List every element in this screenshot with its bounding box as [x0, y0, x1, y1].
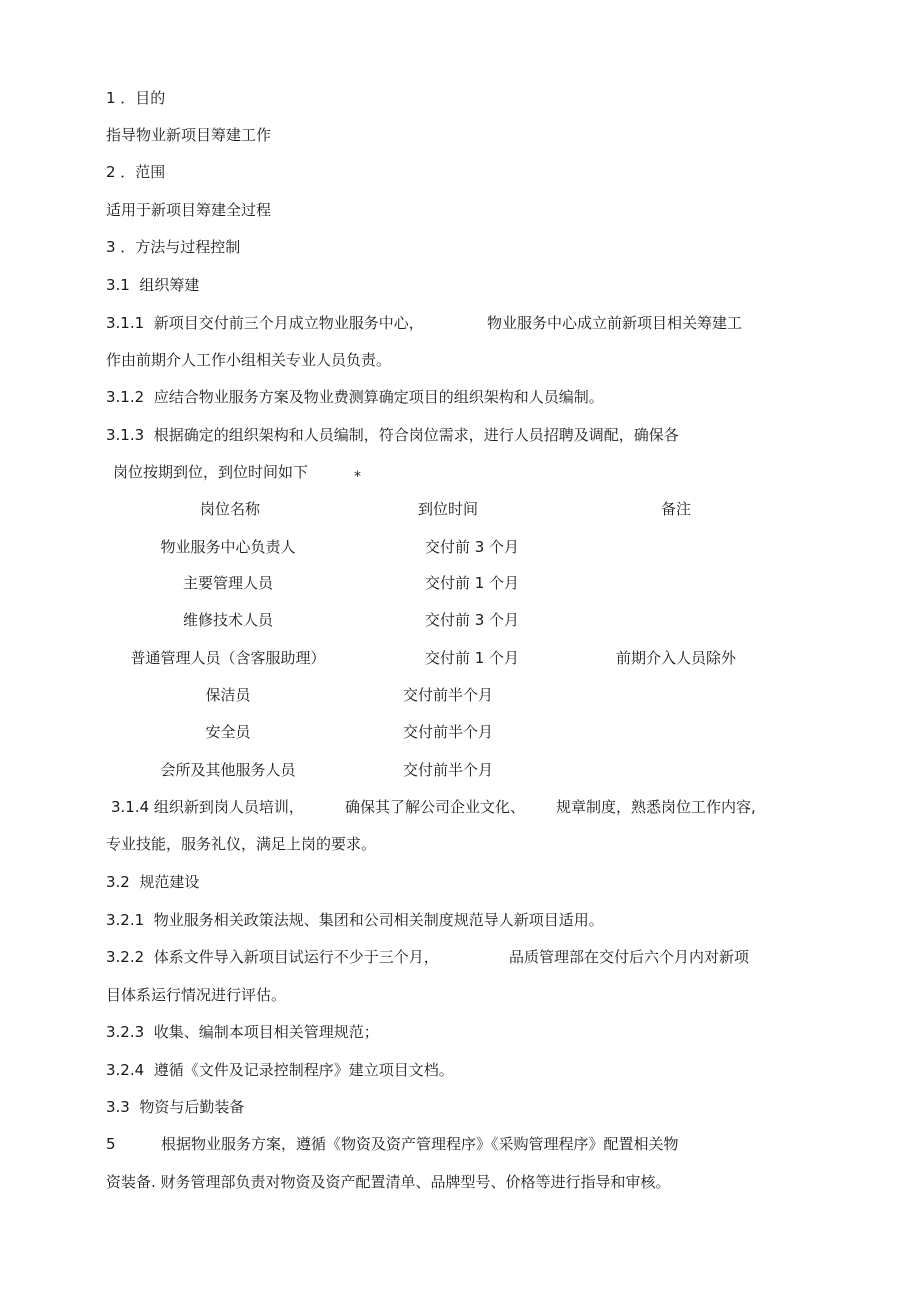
clause-3-1-4-part2: 确保其了解公司企业文化、 [345, 798, 526, 816]
section-3-heading: 3 ．方法与过程控制 [106, 238, 241, 256]
section-3-3-heading: 3.3 物资与后勤装备 [106, 1098, 245, 1116]
clause-3-1-3-line2: 岗位按期到位，到位时间如下 [113, 463, 309, 481]
clause-3-1-2: 3.1.2 应结合物业服务方案及物业费测算确定项目的组织架构和人员编制。 [106, 388, 604, 406]
clause-3-1-4-part1: 3.1.4 组织新到岗人员培训， [111, 798, 304, 816]
table-cell-time: 交付前 3 个月 [424, 611, 520, 629]
clause-3-2-3: 3.2.3 收集、编制本项目相关管理规范； [106, 1023, 379, 1041]
table-cell-time: 交付前半个月 [402, 686, 493, 704]
clause-3-1-4-part3: 规章制度，熟悉岗位工作内容, [556, 798, 756, 816]
table-cell-position: 保洁员 [205, 686, 251, 704]
clause-3-1-1-part2: 物业服务中心成立前新项目相关筹建工 [487, 314, 743, 332]
table-cell-note: 前期介入人员除外 [615, 649, 736, 667]
table-cell-position: 主要管理人员 [182, 574, 273, 592]
item-5-number: 5 [106, 1135, 116, 1153]
clause-3-1-3-line1: 3.1.3 根据确定的组织架构和人员编制，符合岗位需求，进行人员招聘及调配，确保各 [106, 426, 679, 444]
table-cell-position: 会所及其他服务人员 [160, 761, 296, 779]
section-3-1-heading: 3.1 组织筹建 [106, 276, 200, 294]
clause-3-2-2-part1: 3.2.2 体系文件导入新项目试运行不少于三个月， [106, 948, 439, 966]
clause-3-1-1-part1: 3.1.1 新项目交付前三个月成立物业服务中心， [106, 314, 424, 332]
table-cell-position: 维修技术人员 [182, 611, 273, 629]
clause-3-2-1: 3.2.1 物业服务相关政策法规、集团和公司相关制度规范导人新项目适用。 [106, 911, 604, 929]
table-header-note: 备注 [660, 500, 691, 518]
table-cell-time: 交付前半个月 [402, 723, 493, 741]
clause-3-2-2-part2: 品质管理部在交付后六个月内对新项 [509, 948, 750, 966]
table-cell-time: 交付前 1 个月 [424, 574, 520, 592]
table-cell-time: 交付前 1 个月 [424, 649, 520, 667]
section-2-heading: 2 ．范围 [106, 163, 166, 181]
table-cell-time: 交付前半个月 [402, 761, 493, 779]
section-1-heading: 1 ．目的 [106, 89, 166, 107]
section-1-text: 指导物业新项目筹建工作 [106, 126, 272, 144]
table-cell-position: 安全员 [205, 723, 251, 741]
item-5-line1: 根据物业服务方案，遵循《物资及资产管理程序》《采购管理程序》配置相关物 [161, 1135, 679, 1153]
clause-3-1-4-line2: 专业技能，服务礼仪，满足上岗的要求。 [106, 835, 377, 853]
clause-3-2-2-line2: 目体系运行情况进行评估。 [106, 986, 287, 1004]
table-cell-position: 物业服务中心负责人 [160, 538, 296, 556]
item-5-line2: 资装备. 财务管理部负责对物资及资产配置清单、品牌型号、价格等进行指导和审核。 [106, 1173, 671, 1191]
table-cell-time: 交付前 3 个月 [424, 538, 520, 556]
table-header-time: 到位时间 [417, 500, 478, 518]
asterisk-mark: * [354, 469, 361, 485]
table-header-position: 岗位名称 [199, 500, 260, 518]
section-2-text: 适用于新项目筹建全过程 [106, 201, 272, 219]
clause-3-2-4: 3.2.4 遵循《文件及记录控制程序》建立项目文档。 [106, 1061, 454, 1079]
table-cell-position: 普通管理人员（含客服助理） [130, 649, 326, 667]
section-3-2-heading: 3.2 规范建设 [106, 873, 200, 891]
clause-3-1-1-part3: 作由前期介人工作小组相关专业人员负责。 [106, 351, 392, 369]
